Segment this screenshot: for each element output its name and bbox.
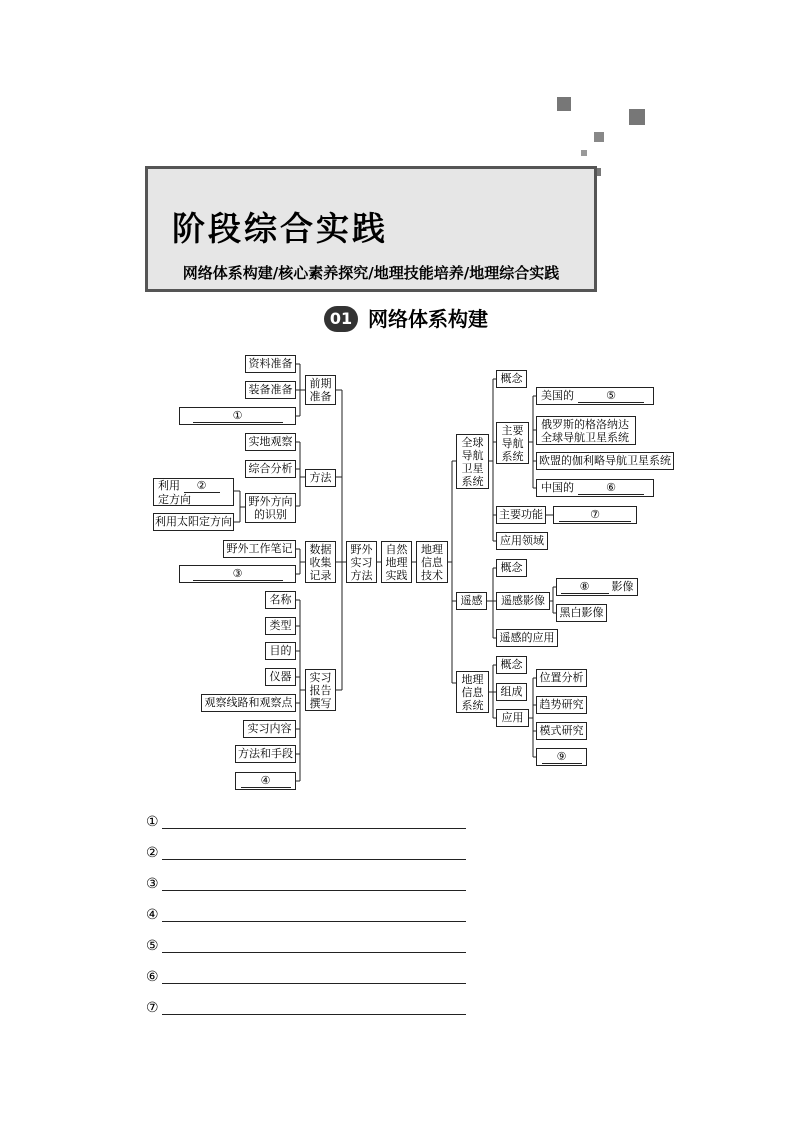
node-blank-4[interactable]: ④ <box>235 772 296 790</box>
node-use-blank-2-direction[interactable]: 利用 ② 定方向 <box>153 478 234 506</box>
node-blank-9[interactable]: ⑨ <box>536 748 587 766</box>
answer-line-1[interactable]: ① <box>146 814 466 832</box>
answer-line-4[interactable]: ④ <box>146 907 466 925</box>
node-gis-application: 应用 <box>496 709 529 727</box>
node-location-analysis: 位置分析 <box>536 669 587 687</box>
node-report-route: 观察线路和观察点 <box>201 694 296 712</box>
node-report-content: 实习内容 <box>243 720 296 738</box>
node-comprehensive-analysis: 综合分析 <box>245 460 296 478</box>
node-report-purpose: 目的 <box>265 642 296 660</box>
chapter-title: 阶段综合实践 <box>172 209 388 248</box>
node-blank-8-image[interactable]: ⑧ 影像 <box>556 578 638 596</box>
node-physical-geography-practice: 自然 地理 实践 <box>381 541 412 583</box>
node-remote-sensing: 遥感 <box>456 592 487 610</box>
node-rs-image: 遥感影像 <box>496 592 550 610</box>
node-field-methods: 野外 实习 方法 <box>346 541 377 583</box>
node-report-writing: 实习 报告 撰写 <box>305 669 336 711</box>
node-equipment-prep: 装备准备 <box>245 381 296 399</box>
answer-line-3[interactable]: ③ <box>146 876 466 894</box>
node-report-type: 类型 <box>265 617 296 635</box>
node-data-record: 数据 收集 记录 <box>305 541 336 583</box>
node-material-prep: 资料准备 <box>245 355 296 373</box>
node-field-notes: 野外工作笔记 <box>223 540 296 558</box>
section-badge: 01 <box>324 306 358 332</box>
node-blank-1[interactable]: ① <box>179 407 296 425</box>
node-main-nav-systems: 主要 导航 系统 <box>496 422 529 464</box>
node-blank-3[interactable]: ③ <box>179 565 296 583</box>
node-field-observation: 实地观察 <box>245 433 296 451</box>
chapter-subtitle: 网络体系构建/核心素养探究/地理技能培养/地理综合实践 <box>182 264 560 282</box>
node-galileo: 欧盟的伽利略导航卫星系统 <box>536 452 674 470</box>
answer-line-5[interactable]: ⑤ <box>146 938 466 956</box>
node-china-system[interactable]: 中国的 ⑥ <box>536 479 654 497</box>
node-method: 方法 <box>305 469 336 487</box>
node-gis: 地理 信息 系统 <box>456 671 489 713</box>
node-bw-image: 黑白影像 <box>556 604 607 622</box>
node-glonass: 俄罗斯的格洛纳达 全球导航卫星系统 <box>536 416 636 445</box>
answer-line-7[interactable]: ⑦ <box>146 1000 466 1018</box>
node-sun-direction: 利用太阳定方向 <box>153 513 234 531</box>
section-title: 网络体系构建 <box>368 307 488 331</box>
node-rs-concept: 概念 <box>496 559 527 577</box>
node-report-name: 名称 <box>265 591 296 609</box>
answer-line-2[interactable]: ② <box>146 845 466 863</box>
node-report-means: 方法和手段 <box>235 745 296 763</box>
node-report-instrument: 仪器 <box>265 668 296 686</box>
answer-line-6[interactable]: ⑥ <box>146 969 466 987</box>
node-main-function: 主要功能 <box>496 506 546 524</box>
node-pattern-research: 模式研究 <box>536 722 587 740</box>
node-gnss-concept: 概念 <box>496 370 527 388</box>
node-rs-application: 遥感的应用 <box>496 629 558 647</box>
node-application-fields: 应用领域 <box>496 532 548 550</box>
node-gis-concept: 概念 <box>496 656 527 674</box>
node-gis-composition: 组成 <box>496 683 527 701</box>
node-gnss: 全球 导航 卫星 系统 <box>456 434 489 489</box>
node-pre-preparation: 前期 准备 <box>305 375 336 405</box>
node-us-system[interactable]: 美国的 ⑤ <box>536 387 654 405</box>
node-direction-identification: 野外方向 的识别 <box>245 493 296 523</box>
node-geo-info-tech: 地理 信息 技术 <box>416 541 448 583</box>
node-blank-7[interactable]: ⑦ <box>553 506 637 524</box>
node-trend-research: 趋势研究 <box>536 696 587 714</box>
